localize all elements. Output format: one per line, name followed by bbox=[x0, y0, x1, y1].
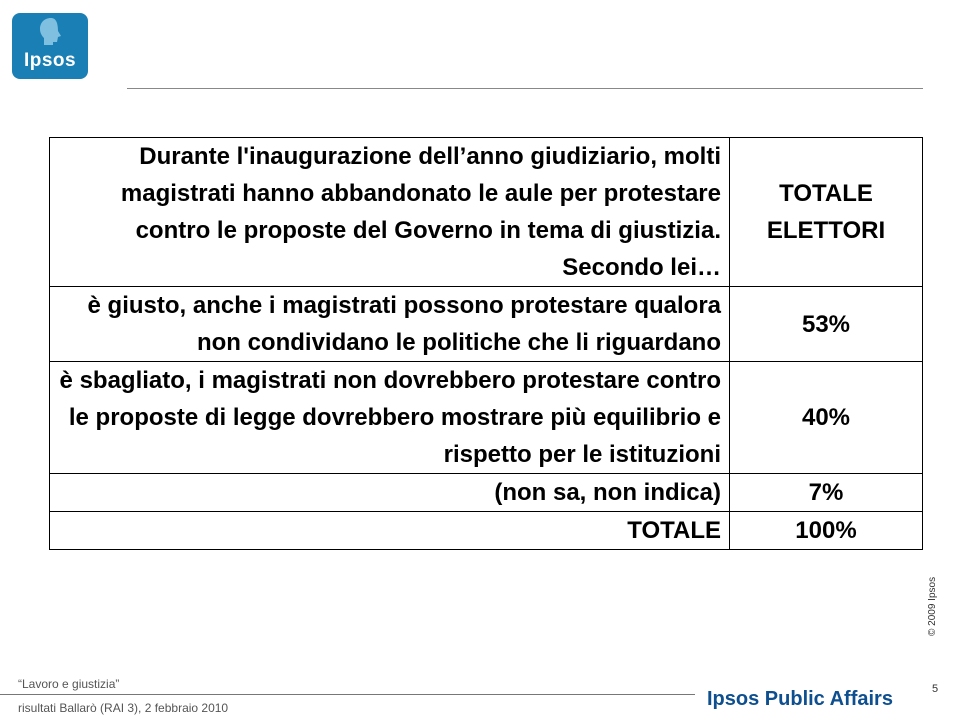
footer-title: “Lavoro e giustizia” bbox=[18, 677, 120, 691]
total-row bbox=[50, 512, 923, 550]
header-divider bbox=[127, 88, 923, 89]
brand-name: Ipsos Public Affairs bbox=[707, 688, 893, 710]
page-number: 5 bbox=[932, 683, 939, 695]
row-label: è sbagliato, i magistrati non dovrebbero protestare contro le proposte di legge dovrebbero mostrare più equilibrio e rispetto per le istituzioni bbox=[50, 362, 730, 474]
row-value: 7% bbox=[730, 474, 923, 512]
table-row bbox=[50, 287, 923, 362]
row-value: 53% bbox=[730, 287, 923, 362]
row-label: è giusto, anche i magistrati possono protestare qualora non condividano le politiche che li riguardano bbox=[50, 287, 730, 362]
table-row bbox=[50, 474, 923, 512]
column-header: TOTALE ELETTORI bbox=[730, 138, 923, 287]
copyright-text: © 2009 Ipsos bbox=[927, 576, 938, 636]
logo-text: Ipsos bbox=[23, 50, 77, 71]
question-row bbox=[50, 138, 923, 287]
row-label: (non sa, non indica) bbox=[50, 474, 730, 512]
footer-subtitle: risultati Ballarò (RAI 3), 2 febbraio 2010 bbox=[18, 701, 229, 715]
row-value: 40% bbox=[730, 362, 923, 474]
ipsos-logo bbox=[12, 13, 88, 79]
table-row bbox=[50, 362, 923, 474]
question-text: Durante l'inaugurazione dell’anno giudiziario, molti magistrati hanno abbandonato le aule per protestare contro le proposte del Governo in tema di giustizia. Secondo lei… bbox=[50, 138, 730, 287]
footer-divider bbox=[0, 694, 695, 695]
row-value: 100% bbox=[730, 512, 923, 550]
survey-table bbox=[49, 137, 923, 550]
row-label: TOTALE bbox=[50, 512, 730, 550]
